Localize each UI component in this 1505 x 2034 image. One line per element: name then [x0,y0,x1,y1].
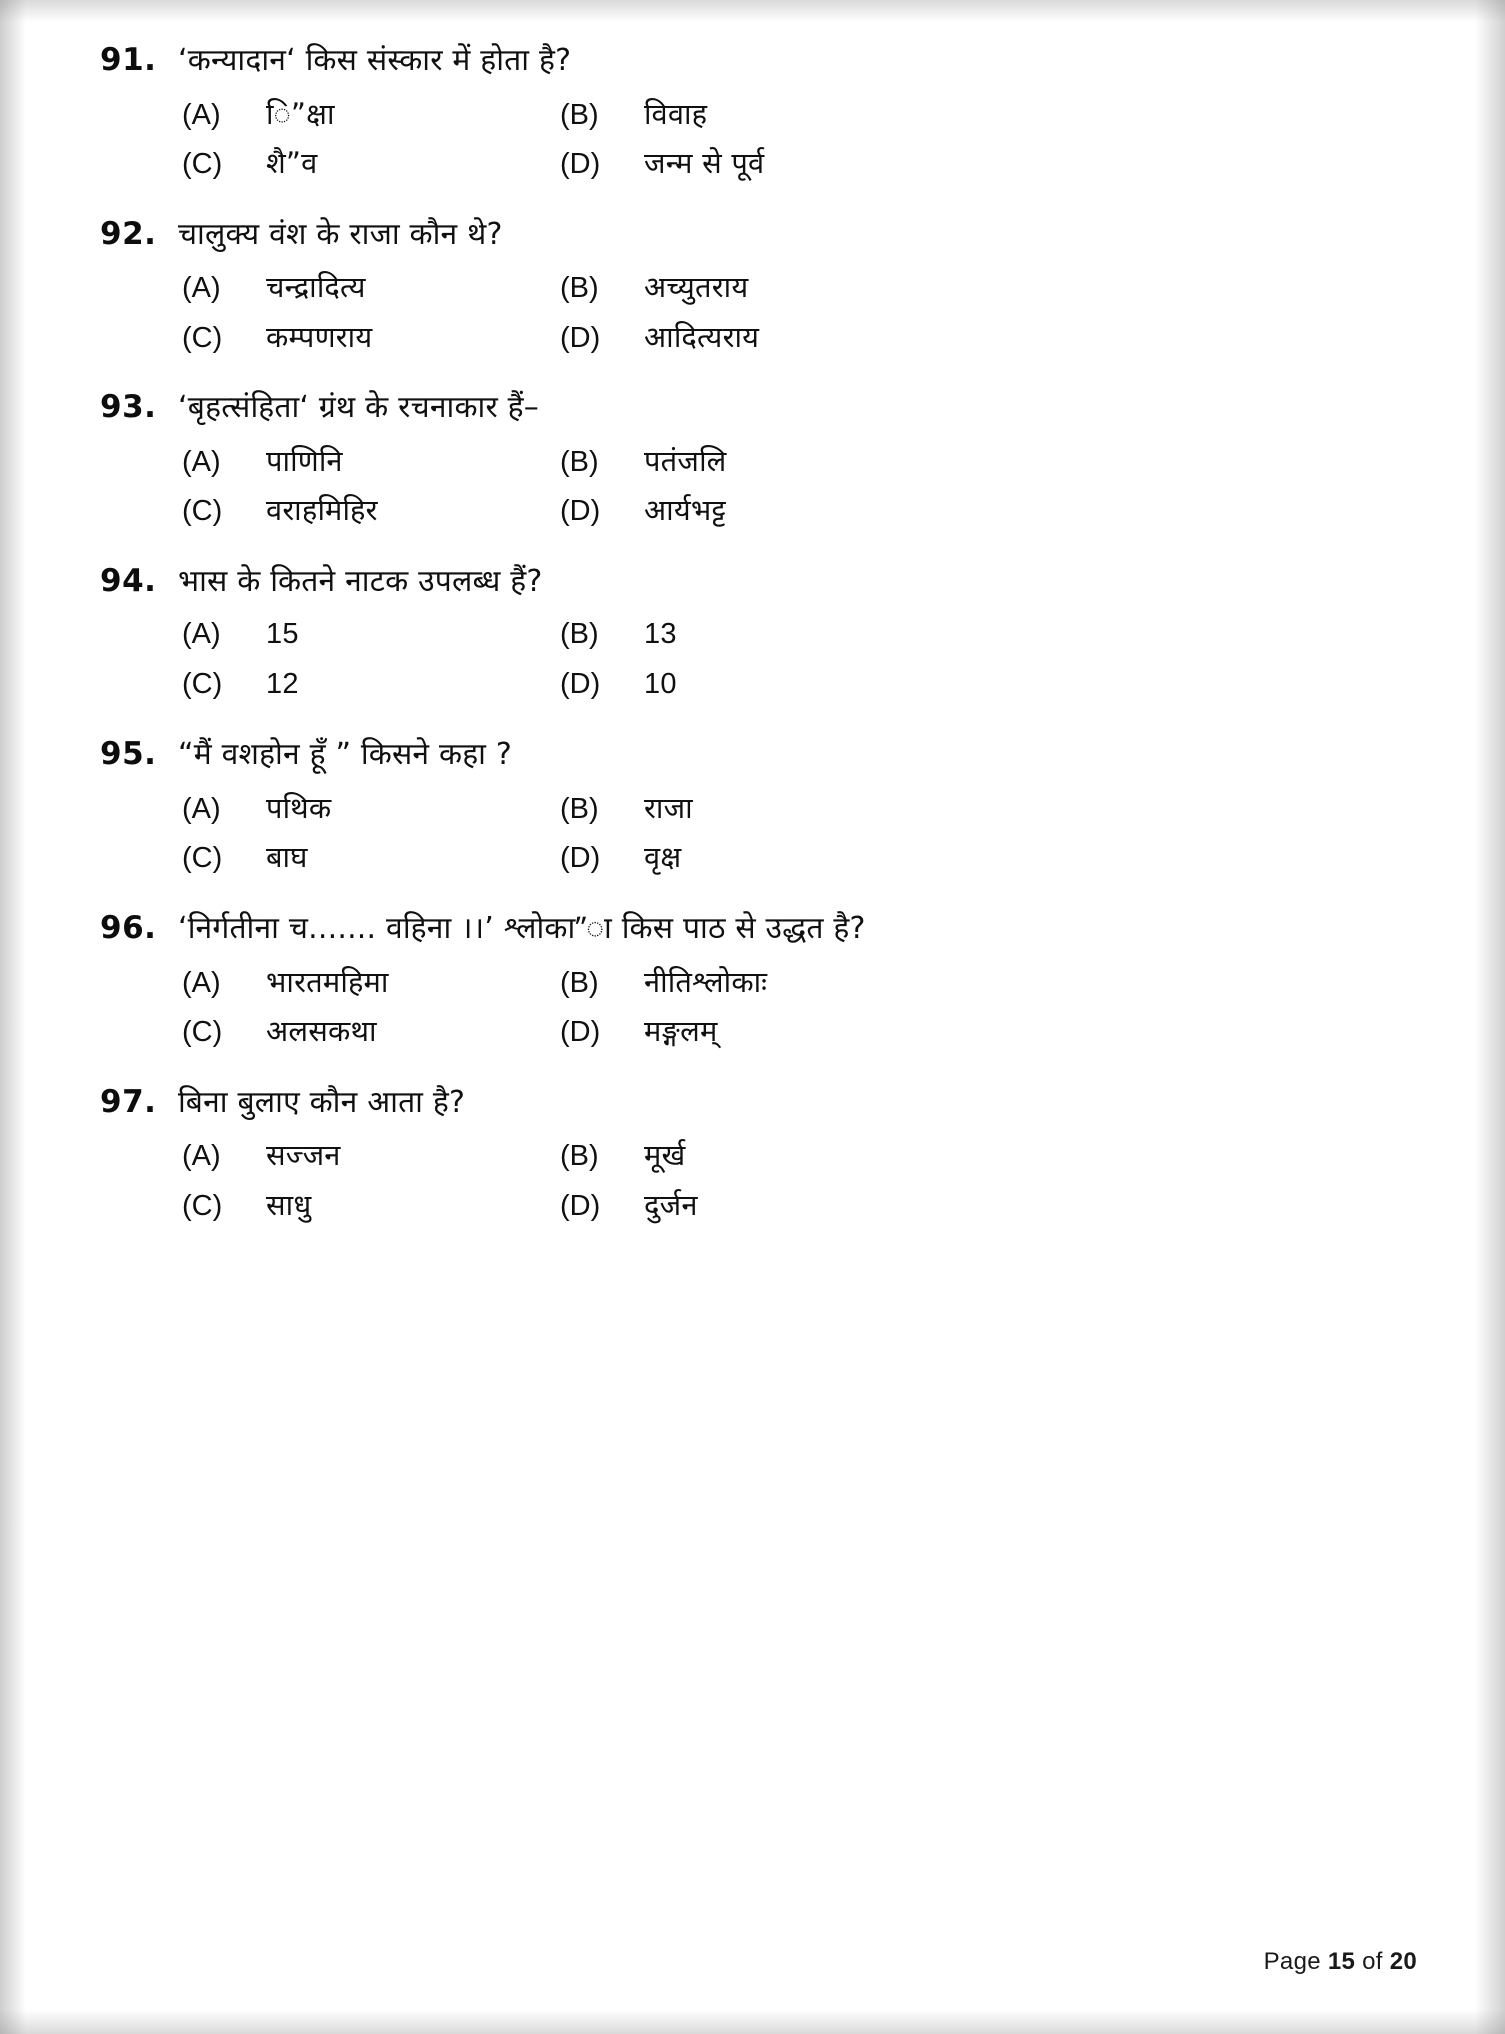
answer-option[interactable] [560,93,940,137]
option-row [182,1134,1435,1178]
option-key: (C) [182,1189,223,1222]
option-key: (D) [560,1189,601,1222]
option-value: पतंजलि [644,443,727,478]
option-value: कम्पणराय [266,319,373,354]
block-spacer [100,886,1435,904]
option-key: (D) [560,667,601,700]
answer-option[interactable] [560,316,940,360]
answer-option[interactable] [560,266,940,310]
question-line [100,734,1435,777]
answer-option[interactable] [560,1010,940,1054]
question-text: ‘निर्गतीना च....... वहिना ।।’ श्लोका”ा किस पाठ से उद्धत है? [178,910,866,946]
answer-option[interactable] [560,836,940,880]
option-row [182,613,1435,657]
option-key: (D) [560,148,601,181]
option-value: शै”व [266,146,318,181]
option-key: (B) [560,1140,599,1173]
question-block [100,561,1435,731]
option-value: साधु [266,1187,312,1222]
answer-option[interactable] [560,1134,940,1178]
option-value: 15 [266,618,299,651]
question-block [100,1082,1435,1252]
question-text: ‘कन्यादान‘ किस संस्कार में होता है? [178,43,572,78]
answer-option[interactable] [560,142,940,186]
option-key: (D) [560,842,601,875]
answer-option[interactable] [560,613,940,657]
option-row [182,489,1435,533]
option-row [182,93,1435,137]
answer-option[interactable] [560,961,940,1005]
option-key: (B) [560,445,599,478]
answer-option[interactable] [182,836,560,880]
question-number: 95. [100,736,157,773]
answer-option[interactable] [182,663,560,707]
option-key: (B) [560,792,599,825]
option-value: चन्द्रादित्य [266,270,366,305]
option-key: (B) [560,618,599,651]
option-value: बाघ [266,840,308,875]
option-row [182,142,1435,186]
option-key: (D) [560,1016,601,1049]
question-text: “मैं वशहोन हूँ ” किसने कहा ? [178,737,513,773]
answer-option[interactable] [182,142,560,186]
answer-option[interactable] [182,266,560,310]
scan-shadow-bottom [0,2010,1505,2034]
option-value: मङ्गलम् [644,1014,718,1049]
block-spacer [100,712,1435,730]
option-row [182,663,1435,707]
option-row [182,787,1435,831]
answer-option[interactable] [182,440,560,484]
option-value: 12 [266,667,299,700]
option-key: (C) [182,321,223,354]
option-key: (C) [182,1016,223,1049]
question-line [100,387,1435,430]
option-key: (B) [560,966,599,999]
option-row [182,961,1435,1005]
block-spacer [100,1233,1435,1251]
option-value: मूर्ख [644,1138,686,1173]
question-block [100,387,1435,557]
block-spacer [100,1060,1435,1078]
option-value: पथिक [266,790,332,825]
answer-option[interactable] [560,663,940,707]
option-key: (A) [182,618,221,651]
option-value: आदित्यराय [644,319,760,354]
answer-option[interactable] [560,440,940,484]
option-value: अलसकथा [266,1014,377,1049]
block-spacer [100,365,1435,383]
option-row [182,1010,1435,1054]
question-number: 97. [100,1083,157,1120]
option-key: (B) [560,272,599,305]
question-text: चालुक्य वंश के राजा कौन थे? [178,216,503,252]
option-value: पाणिनि [266,443,343,478]
answer-option[interactable] [182,961,560,1005]
block-spacer [100,539,1435,557]
question-line [100,561,1435,604]
option-row [182,316,1435,360]
question-number: 92. [100,215,157,252]
question-block [100,214,1435,384]
question-line [100,40,1435,83]
option-value: राजा [644,790,693,825]
footer-separator: of [1362,1948,1383,1975]
footer-current-page: 15 [1327,1948,1356,1975]
option-key: (C) [182,842,223,875]
option-value: अच्युतराय [644,270,749,305]
question-block [100,734,1435,904]
answer-option[interactable] [182,93,560,137]
block-spacer [100,192,1435,210]
question-number: 94. [100,562,157,599]
answer-option[interactable] [182,316,560,360]
option-value: जन्म से पूर्व [644,146,765,181]
answer-option[interactable] [182,1010,560,1054]
answer-option[interactable] [182,787,560,831]
answer-option[interactable] [182,489,560,533]
option-value: वराहमिहिर [266,493,378,528]
option-key: (A) [182,966,221,999]
option-value: दुर्जन [644,1187,698,1222]
question-line [100,908,1435,951]
footer-total-pages: 20 [1389,1948,1417,1975]
option-key: (C) [182,495,223,528]
question-number: 96. [100,909,157,946]
option-key: (A) [182,1140,221,1173]
option-value: आर्यभट्ट [644,493,726,528]
option-value: सज्जन [266,1138,341,1173]
question-text: ‘बृहत्संहिता‘ ग्रंथ के रचनाकार हैं– [178,390,539,426]
option-row [182,836,1435,880]
answer-option[interactable] [182,1134,560,1178]
option-key: (A) [182,792,221,825]
answer-option[interactable] [182,1184,560,1228]
option-key: (C) [182,148,223,181]
option-value: वृक्ष [644,840,682,875]
option-row [182,266,1435,310]
option-key: (A) [182,445,221,478]
option-key: (A) [182,98,221,131]
option-key: (D) [560,321,601,354]
question-number: 93. [100,389,157,426]
page-footer [1264,1948,1417,1976]
question-line [100,1082,1435,1125]
option-value: विवाह [644,96,708,131]
option-key: (C) [182,667,223,700]
answer-option[interactable] [560,787,940,831]
question-line [100,214,1435,257]
question-block [100,40,1435,210]
answer-option[interactable] [560,1184,940,1228]
option-value: नीतिश्लोकाः [644,964,768,999]
footer-page-label: Page [1263,1948,1321,1975]
answer-option[interactable] [182,613,560,657]
option-value: 10 [644,667,677,700]
option-key: (B) [560,98,599,131]
question-block [100,908,1435,1078]
answer-option[interactable] [560,489,940,533]
option-value: भारतमहिमा [266,964,389,999]
question-text: भास के कितने नाटक उपलब्ध हैं? [178,563,543,599]
question-text: बिना बुलाए कौन आता है? [178,1084,466,1120]
option-key: (A) [182,272,221,305]
option-key: (D) [560,495,601,528]
question-number: 91. [100,42,157,78]
option-value: 13 [644,618,677,651]
option-row [182,440,1435,484]
option-value: ि”क्षा [266,96,335,131]
option-row [182,1184,1435,1228]
